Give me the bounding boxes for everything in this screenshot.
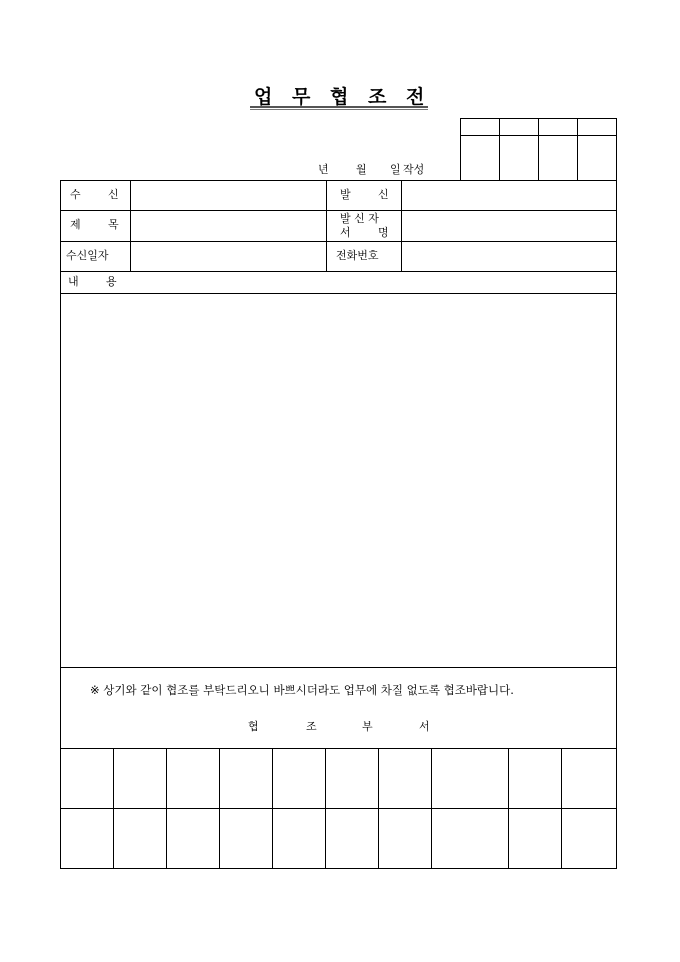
date-month-label: 월 (356, 163, 367, 176)
phone-label: 전화번호 (336, 249, 379, 262)
title-char-3: 협 (330, 86, 349, 108)
title-char-2: 무 (292, 86, 311, 108)
date-year-label: 년 (318, 163, 329, 176)
title-char-1: 업 (254, 86, 273, 108)
title-underline (250, 106, 428, 108)
date-written-label: 작성 (403, 163, 425, 176)
title-underline-thin (250, 109, 428, 110)
date-day-label: 일 (390, 163, 401, 176)
received-date-label: 수신일자 (66, 249, 109, 262)
sender-signature-label-line1: 발 신 자 (340, 212, 379, 225)
title-char-4: 조 (368, 86, 387, 108)
cooperation-notice: ※ 상기와 같이 협조를 부탁드리오니 바쁘시더라도 업무에 차질 없도록 협조바랍니다. (90, 683, 514, 697)
document-title (250, 82, 430, 108)
title-char-5: 전 (406, 86, 425, 108)
content-area[interactable] (61, 294, 616, 667)
